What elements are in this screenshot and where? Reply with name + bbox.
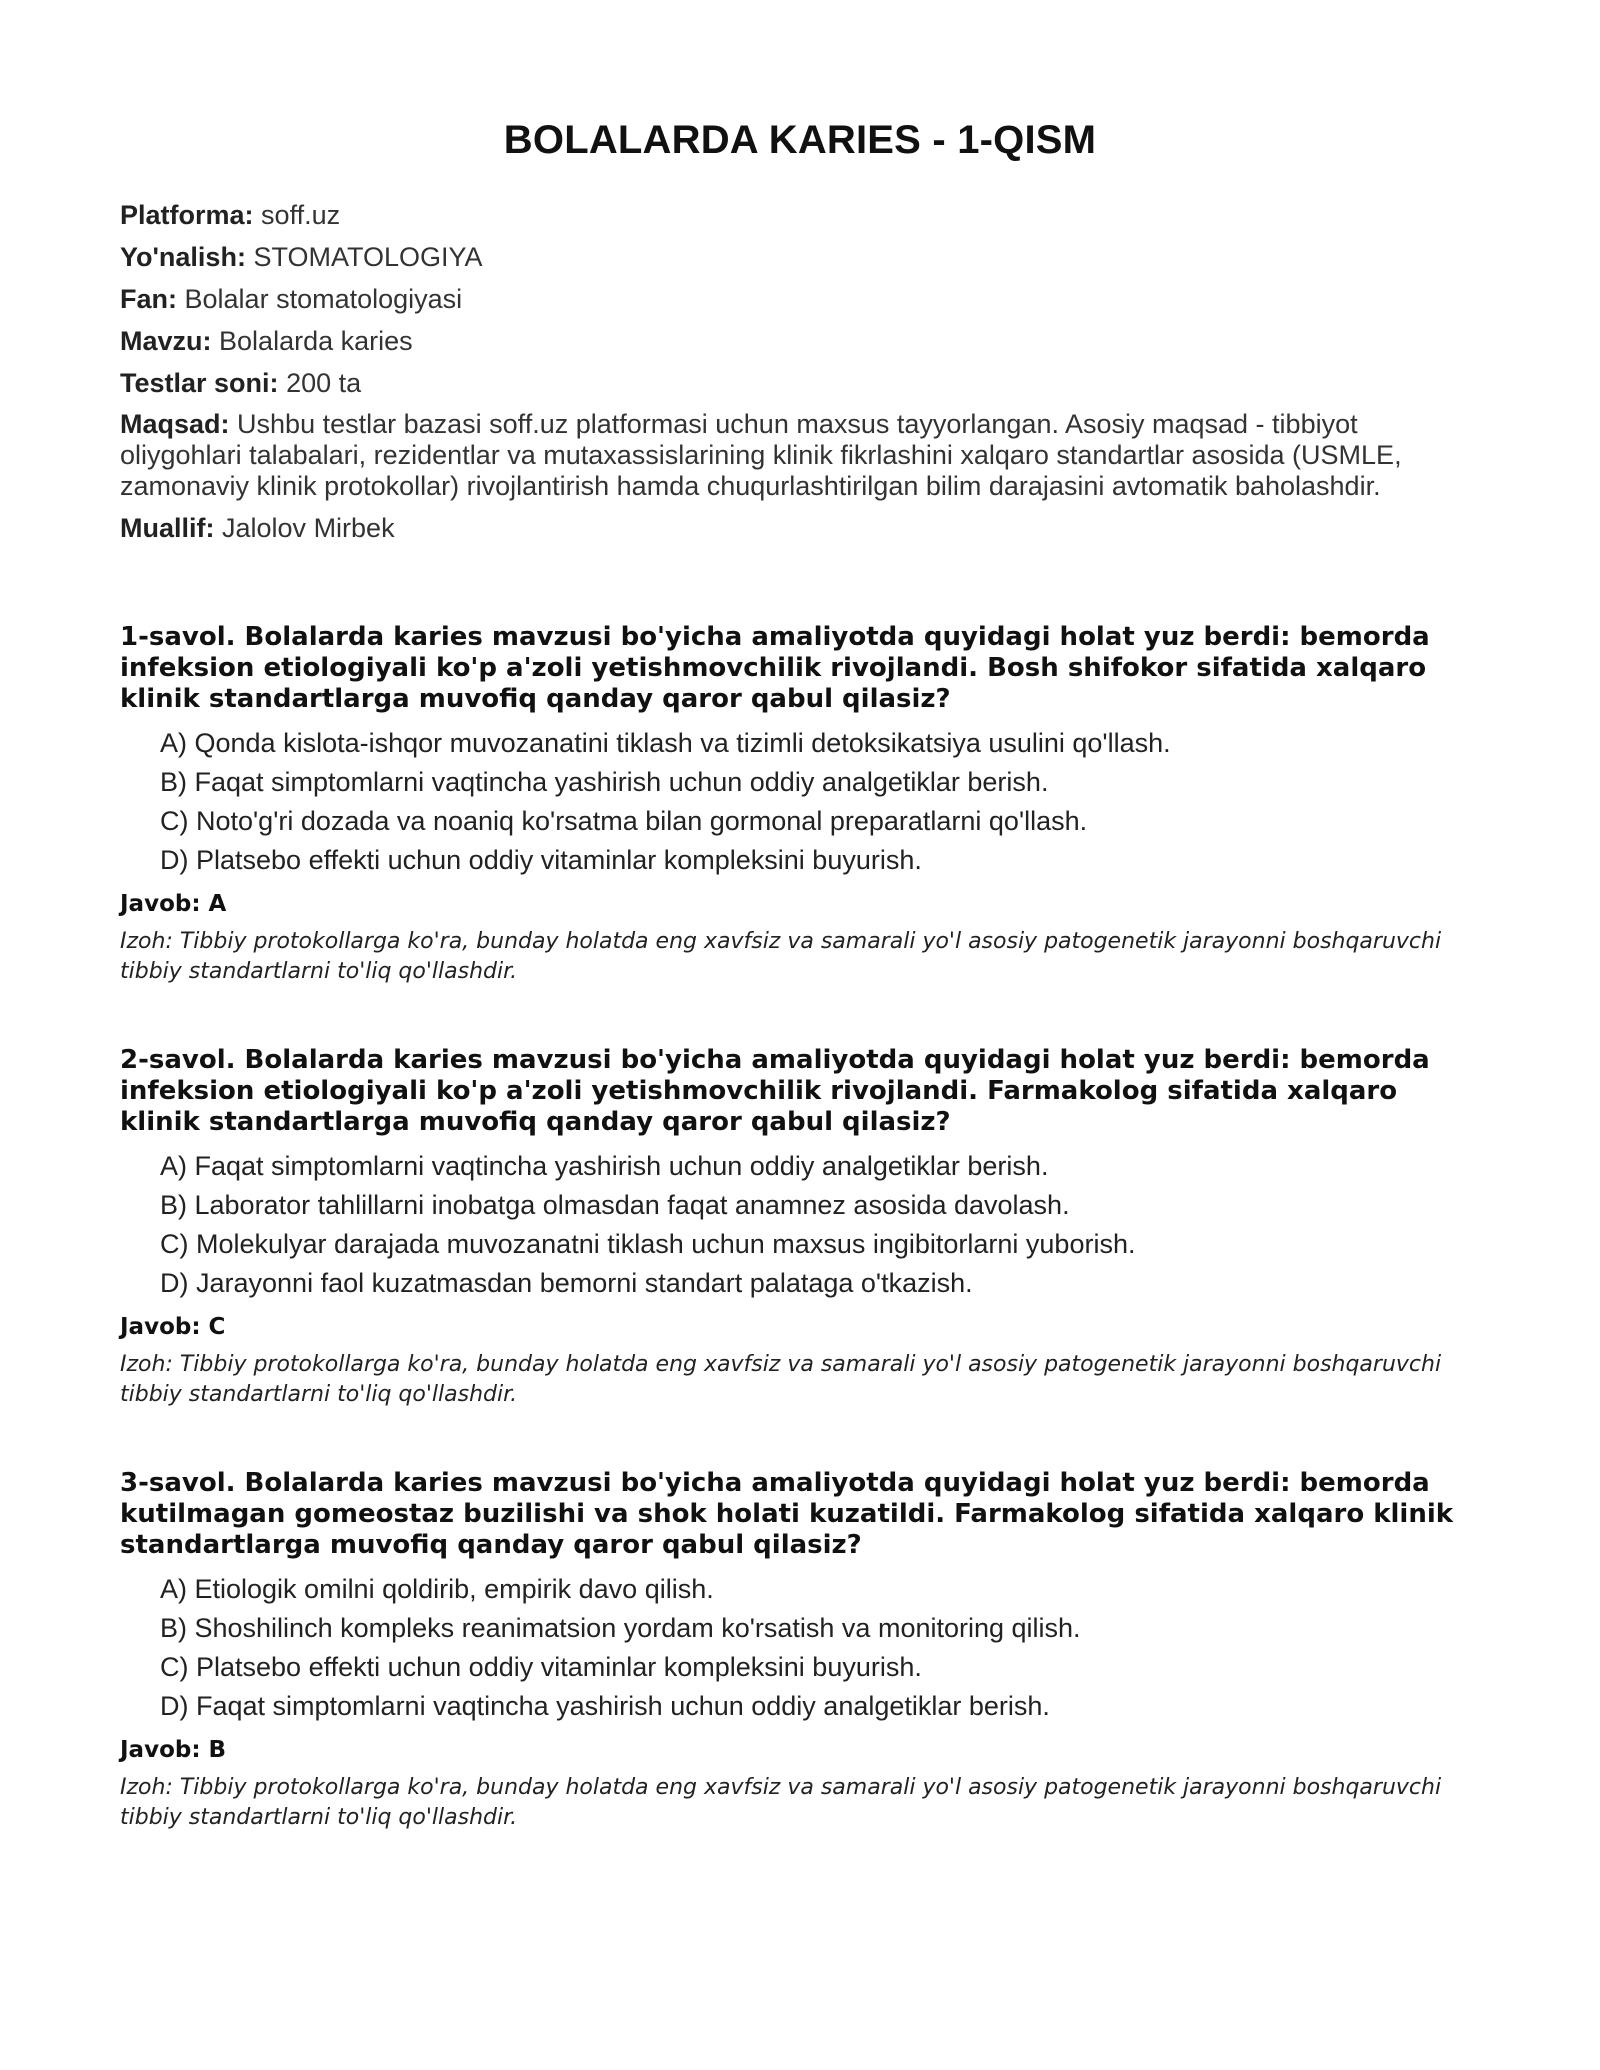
answer-option: A) Etiologik omilni qoldirib, empirik davo qilish. [160,1574,714,1604]
meta-block [120,199,1480,544]
answer-option: C) Noto'g'ri dozada va noaniq ko'rsatma bilan gormonal preparatlarni qo'llash. [160,806,1088,836]
meta-value: Bolalarda karies [219,326,413,356]
meta-value: STOMATOLOGIYA [253,242,483,272]
meta-label: Yo'nalish: [120,242,246,272]
answer-option: D) Platsebo effekti uchun oddiy vitaminlar kompleksini buyurish. [160,845,922,875]
meta-platform [120,199,1480,231]
document-title: BOLALARDA KARIES - 1-QISM [503,118,1097,162]
meta-label: Mavzu: [120,326,212,356]
answer-option: C) Molekulyar darajada muvozanatni tiklash uchun maxsus ingibitorlarni yuborish. [160,1229,1136,1259]
answer-option: A) Qonda kislota-ishqor muvozanatini tiklash va tizimli detoksikatsiya usulini qo'llash. [160,728,1171,758]
document-page [120,118,1480,1833]
answer-option: D) Jarayonni faol kuzatmasdan bemorni standart palataga o'tkazish. [160,1268,973,1298]
correct-answer: Javob: A [120,891,227,917]
meta-value: Jalolov Mirbek [222,513,395,543]
meta-author [120,512,1480,544]
meta-value: Bolalar stomatologiyasi [184,284,463,314]
question-3 [120,1468,1480,1833]
meta-value: Ushbu testlar bazasi soff.uz platformasi uchun maxsus tayyorlangan. Asosiy maqsad - tibbiyot oliygohlari talabalari, rezidentlar va mutaxassislarining klinik fikrlashini xalqaro standartlar asosida (USMLE, zamonaviy klinik protokollar) rivojlantirish hamda chuqurlashtirilgan bilim darajasini avtomatik baholashdir. [120,409,1402,501]
answer-option: B) Faqat simptomlarni vaqtincha yashirish uchun oddiy analgetiklar berish. [160,767,1049,797]
meta-subject [120,283,1480,315]
correct-answer: Javob: B [120,1737,227,1763]
explanation-note: Izoh: Tibbiy protokollarga ko'ra, bunday holatda eng xavfsiz va samarali yo'l asosiy patogenetik jarayonni boshqaruvchi tibbiy standartlarni to'liq qo'llashdir. [120,929,1442,984]
question-2 [120,1045,1480,1410]
answer-option: B) Laborator tahlillarni inobatga olmasdan faqat anamnez asosida davolash. [160,1190,1070,1220]
answer-option: A) Faqat simptomlarni vaqtincha yashirish uchun oddiy analgetiklar berish. [160,1151,1049,1181]
meta-purpose [120,409,1480,502]
answer-option: C) Platsebo effekti uchun oddiy vitaminlar kompleksini buyurish. [160,1652,922,1682]
question-text: 2-savol. Bolalarda karies mavzusi bo'yicha amaliyotda quyidagi holat yuz berdi: bemorda infeksion etiologiyali ko'p a'zoli yetishmovchilik rivojlandi. Farmakolog sifatida xalqaro klinik standartlarga muvofiq qanday qaror qabul qilasiz? [120,1045,1430,1137]
meta-value: soff.uz [261,200,341,230]
meta-label: Fan: [120,284,177,314]
explanation-note: Izoh: Tibbiy protokollarga ko'ra, bunday holatda eng xavfsiz va samarali yo'l asosiy patogenetik jarayonni boshqaruvchi tibbiy standartlarni to'liq qo'llashdir. [120,1352,1442,1407]
meta-test-count [120,367,1480,399]
meta-direction [120,241,1480,273]
meta-value: 200 ta [286,368,362,398]
question-text: 3-savol. Bolalarda karies mavzusi bo'yicha amaliyotda quyidagi holat yuz berdi: bemorda kutilmagan gomeostaz buzilishi va shok holati kuzatildi. Farmakolog sifatida xalqaro klinik standartlarga muvofiq qanday qaror qabul qilasiz? [120,1468,1454,1560]
answer-option: B) Shoshilinch kompleks reanimatsion yordam ko'rsatish va monitoring qilish. [160,1613,1081,1643]
question-text: 1-savol. Bolalarda karies mavzusi bo'yicha amaliyotda quyidagi holat yuz berdi: bemorda infeksion etiologiyali ko'p a'zoli yetishmovchilik rivojlandi. Bosh shifokor sifatida xalqaro klinik standartlarga muvofiq qanday qaror qabul qilasiz? [120,622,1430,714]
correct-answer: Javob: C [120,1314,226,1340]
meta-label: Testlar soni: [120,368,279,398]
meta-label: Maqsad: [120,409,230,439]
meta-topic [120,325,1480,357]
question-1 [120,622,1480,987]
answer-option: D) Faqat simptomlarni vaqtincha yashirish uchun oddiy analgetiklar berish. [160,1691,1050,1721]
meta-label: Muallif: [120,513,215,543]
meta-label: Platforma: [120,200,254,230]
explanation-note: Izoh: Tibbiy protokollarga ko'ra, bunday holatda eng xavfsiz va samarali yo'l asosiy patogenetik jarayonni boshqaruvchi tibbiy standartlarni to'liq qo'llashdir. [120,1775,1442,1830]
